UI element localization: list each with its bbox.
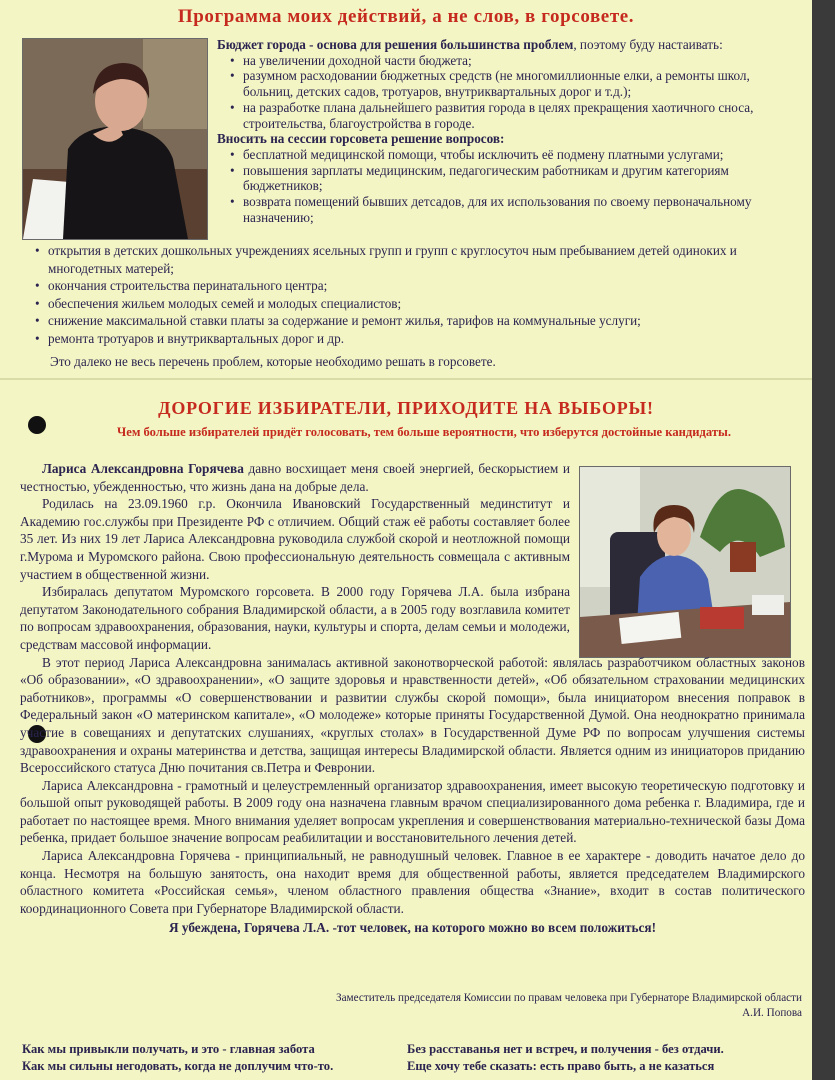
session-section-lower	[34, 242, 804, 371]
closing-note: Это далеко не весь перечень проблем, которые необходимо решать в горсовете.	[50, 354, 496, 369]
candidate-photo	[22, 38, 208, 240]
candidate-bio	[20, 460, 805, 937]
poem-line: Как мы привыкли получать, и это - главная забота	[22, 1042, 315, 1056]
list-item: • окончания строительства перинатального центра;	[34, 277, 804, 295]
signer-position: Заместитель председателя Комиссии по правам человека при Губернаторе Владимирской области	[335, 992, 802, 1004]
session-heading: Вносить на сессии горсовета решение вопросов:	[217, 131, 505, 147]
bio-paragraph: Родилась на 23.09.1960 г.р. Окончила Ивановский Государственный мединститут и Академию гос.службы при Президенте РФ с отличием. Общий стаж её работы составляет более 35 лет. Из них 19 лет Лариса Александровна руководила службой скорой и неотложной помощи г.Мурома и Муромского района. Свою профессиональную деятельность совмещала с активным участием в общественной жизни.	[20, 496, 570, 582]
list-item: • ремонта тротуаров и внутриквартальных дорог и др.	[34, 330, 804, 348]
bio-paragraph: Избиралась депутатом Муромского горсовета. В 2000 году Горячева Л.А. была избрана депутатом Законодательного собрания Владимирской области, а в 2005 году возглавила комитет по вопросам здравоохранения, образования, науки, культуры и спорта, делам семьи и молодежи, средствам массовой информации.	[20, 584, 570, 652]
voters-subtitle: Чем больше избирателей придёт голосовать, тем больше вероятности, что изберутся достойные кандидаты.	[116, 425, 732, 439]
signature-block	[230, 991, 802, 1021]
poem-left	[22, 1041, 392, 1075]
bio-paragraph: Лариса Александровна Горячева давно восхищает меня своей энергией, бескорыстием и честностью, убежденностью, что жизнь дана на добрые дела.	[20, 461, 570, 494]
endorsement-statement: Я убеждена, Горячева Л.А. -тот человек, на которого можно во всем положиться!	[168, 920, 657, 936]
poem-line: Без расставанья нет и встреч, и получения - без отдачи.	[407, 1042, 724, 1056]
session-list-bottom	[34, 242, 804, 347]
bio-paragraph: Лариса Александровна - грамотный и целеустремленный организатор здравоохранения, имеет высокую теоретическую подготовку и большой опыт руководящей работы. В 2009 году она назначена главным врачом специализированного дома ребенка г. Владимира, где и работает по настоящее время. Много внимания уделяет вопросам укрепления и совершенствования материально-технической базы Дома ребенка, придает большое значение вопросам реабилитации и восстановительного лечения детей.	[20, 777, 805, 846]
list-item: • снижение максимальной ставки платы за содержание и ремонт жилья, тарифов на коммунальные услуги;	[34, 312, 804, 330]
session-list-top	[217, 147, 797, 226]
list-item: • на увеличении доходной части бюджета;	[229, 53, 797, 69]
list-item: • возврата помещений бывших детсадов, для их использования по своему первоначальному назначению;	[229, 194, 797, 225]
voters-title: ДОРОГИЕ ИЗБИРАТЕЛИ, ПРИХОДИТЕ НА ВЫБОРЫ!	[158, 398, 654, 418]
budget-list	[217, 53, 797, 132]
list-item: • обеспечения жильем молодых семей и молодых специалистов;	[34, 295, 804, 313]
list-item: • бесплатной медицинской помощи, чтобы исключить её подмену платными услугами;	[229, 147, 797, 163]
bio-paragraph: В этот период Лариса Александровна занималась активной законотворческой работой: являлась разработчиком областных законов «Об образовании», «О здравоохранении», «О защите здоровья и нравственности детей», «Об обязательном страховании медицинских работников», программы «О совершенствовании и развитии службы скорой помощи», была инициатором внесения поправок в Федеральный закон «О материнском капитале», «О молодеже» которые приняты Государственной Думой. Она неоднократно принимала участие в совещаниях и депутатских слушаниях, «круглых столах» в Государственной Думе РФ по вопросам улучшения системы здравоохранения и охраны материнства и детства, защищая интересы Владимирской области. Является одним из инициаторов приданию Всероссийского статуса Дню почитания св.Петра и Февронии.	[20, 654, 805, 776]
list-item: • повышения зарплаты медицинским, педагогическим работникам и другим категориям бюджетников;	[229, 163, 797, 194]
candidate-name: Лариса Александровна Горячева	[42, 461, 244, 476]
budget-heading: Бюджет города - основа для решения большинства проблем, поэтому буду настаивать:	[217, 37, 723, 52]
fold-line	[0, 378, 812, 380]
signer-name: А.И. Попова	[742, 1007, 802, 1019]
list-item: • открытия в детских дошкольных учреждениях ясельных групп и групп с круглосуточ ным пребыванием детей одиноких и многодетных матерей;	[34, 242, 804, 277]
budget-section	[217, 37, 797, 225]
punch-hole	[28, 416, 46, 434]
list-item: • разумном расходовании бюджетных средств (не многомиллионные елки, а ремонты школ, больниц, детских садов, тротуаров, внутриквартальных дорог и т.д.);	[229, 68, 797, 99]
poem-line: Как мы сильны негодовать, когда не доплучим что-то.	[22, 1059, 334, 1073]
program-title: Программа моих действий, а не слов, в горсовете.	[177, 6, 635, 27]
poem-right	[407, 1041, 807, 1075]
poem-line: Еще хочу тебе сказать: есть право быть, а не казаться	[407, 1059, 715, 1073]
bio-paragraph: Лариса Александровна Горячева - принципиальный, не равнодушный человек. Главное в ее характере - доводить начатое дело до конца. Несмотря на большую занятость, она находит время для общественной работы, является председателем Владимирского областного комитета «Российская семья», членом областного правления общества «Знание», входит в состав политического координационного Совета при Губернаторе Владимирской области.	[20, 848, 805, 916]
list-item: • на разработке плана дальнейшего развития города в целях прекращения хаотичного сноса, строительства, благоустройства в городе.	[229, 100, 797, 131]
